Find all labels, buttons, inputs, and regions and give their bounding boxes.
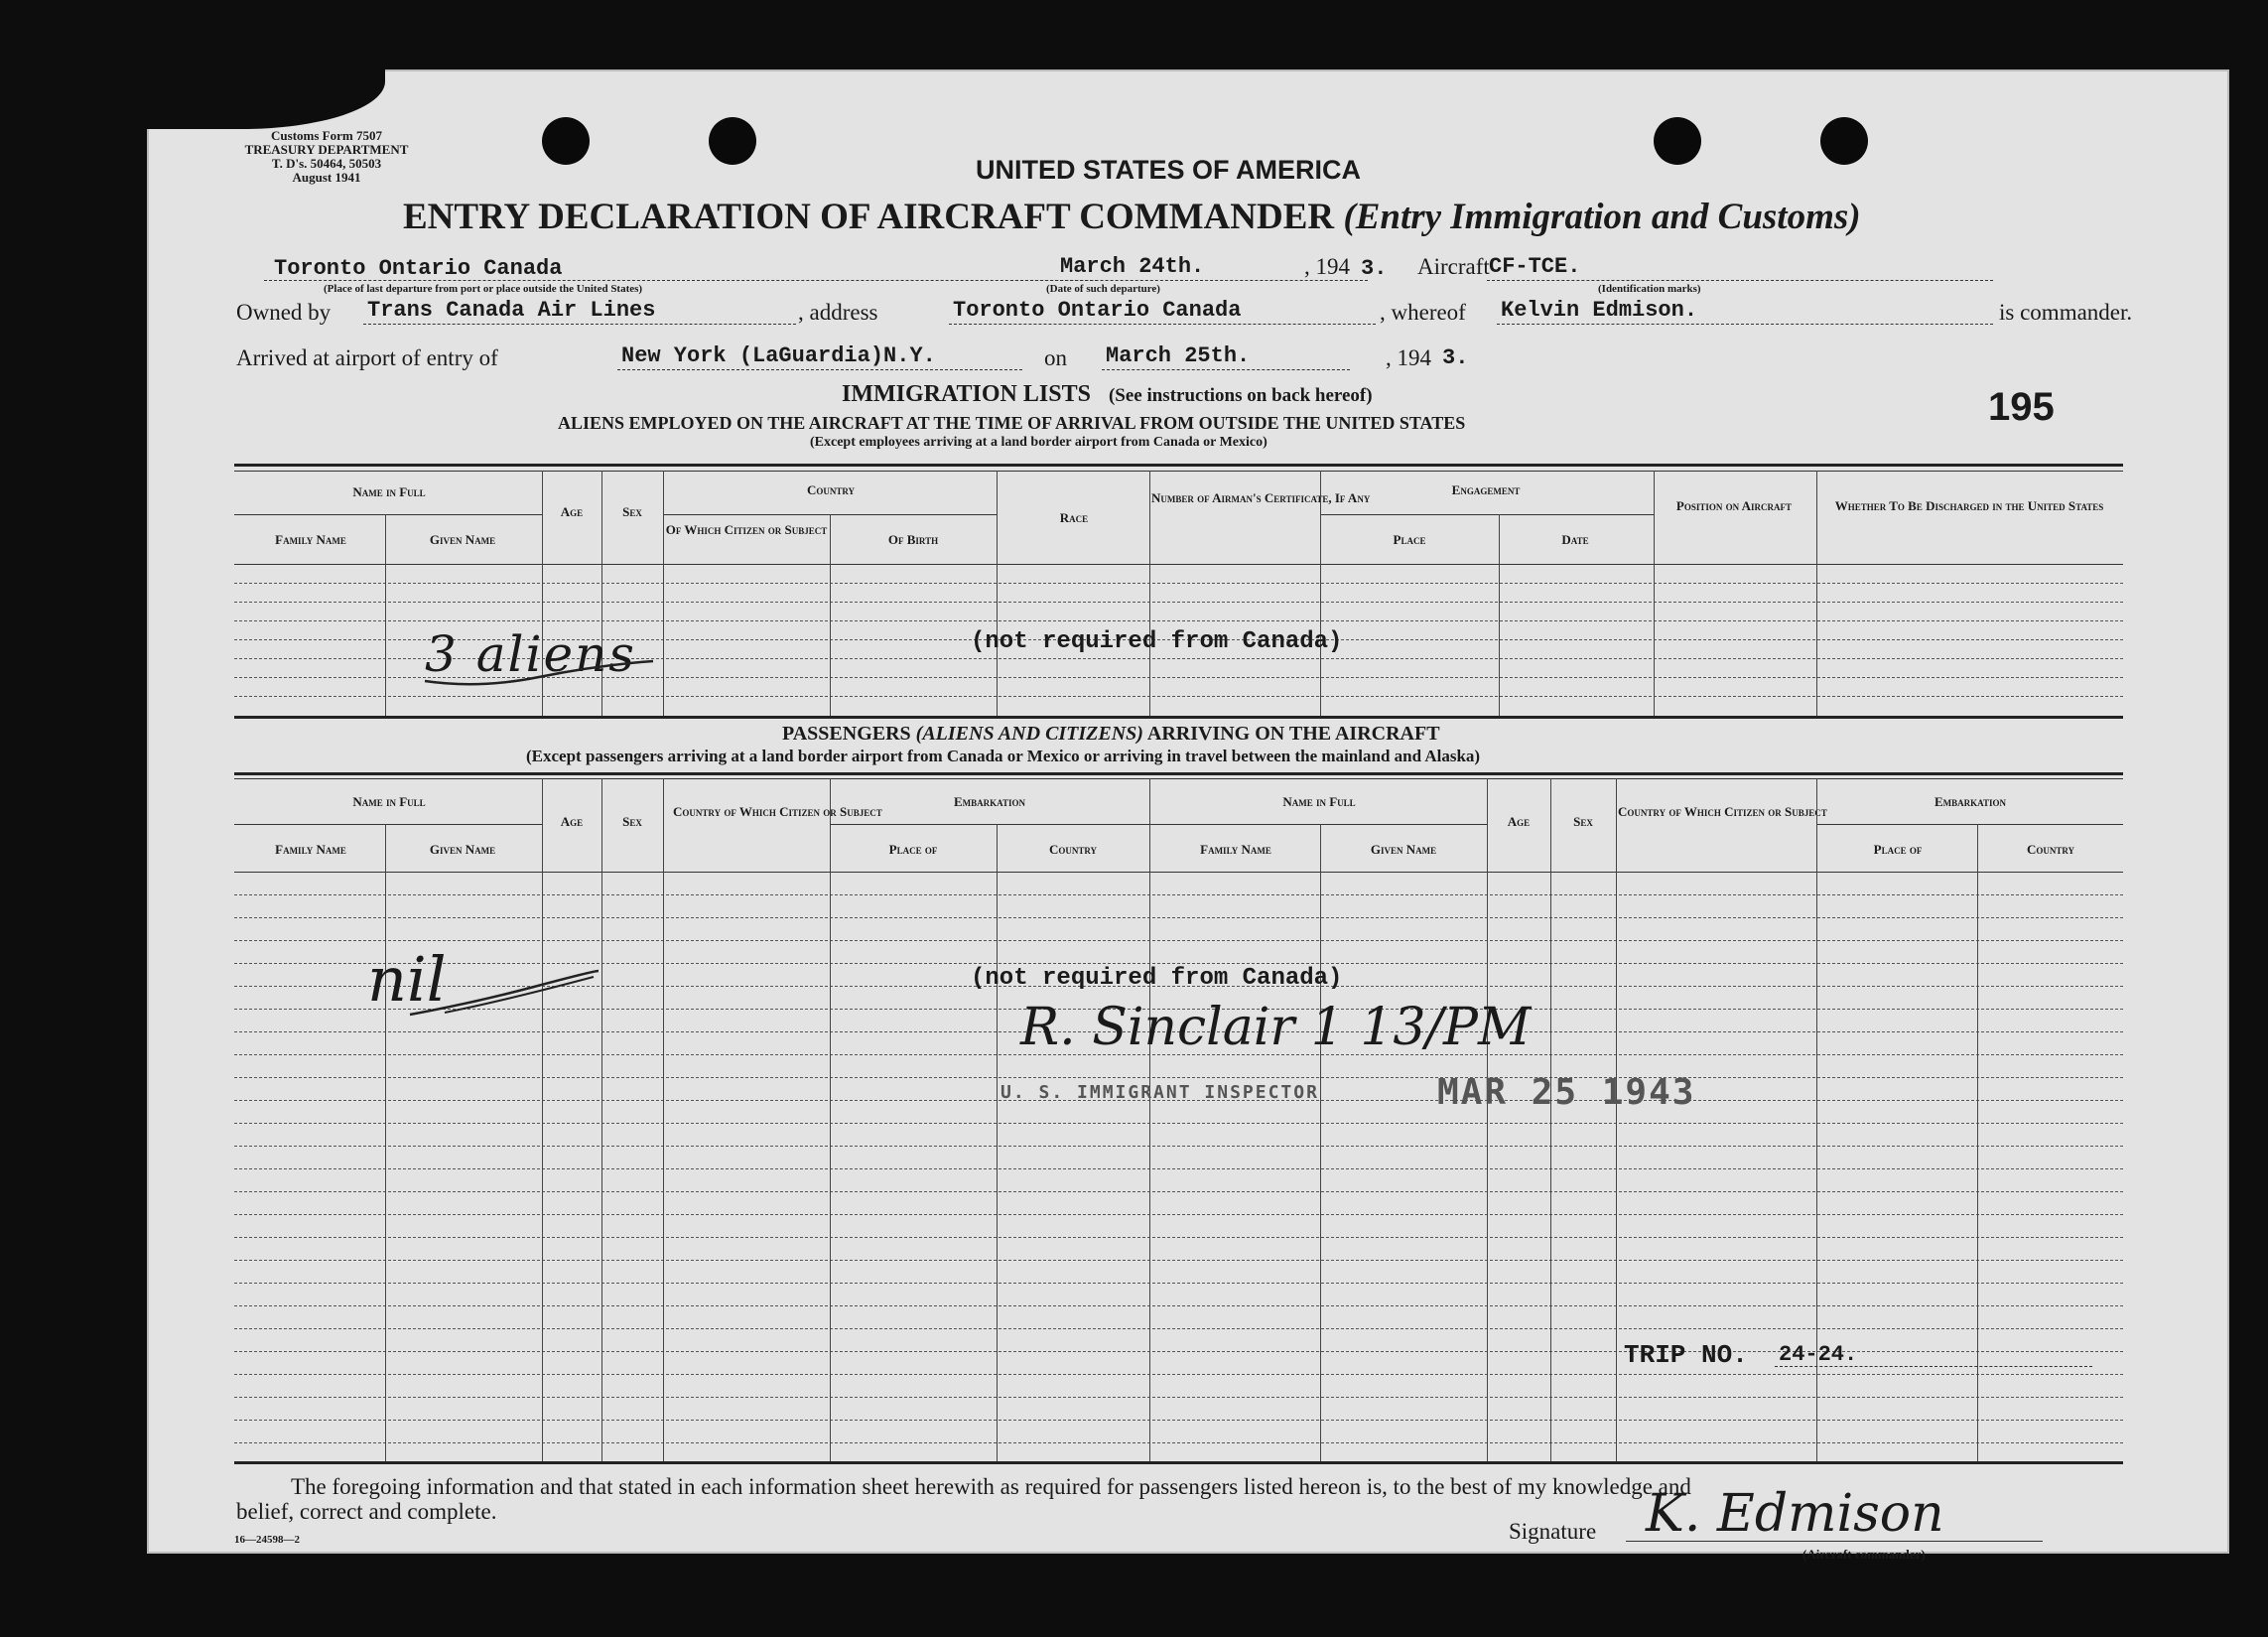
col-engagement-place: Place	[1393, 532, 1426, 547]
trip-label: TRIP NO.	[1624, 1340, 1748, 1370]
col-rule	[385, 824, 386, 1461]
col-rule	[1816, 471, 1817, 716]
col-rule	[1149, 471, 1150, 716]
col-rule	[663, 471, 664, 716]
col-rule	[830, 514, 831, 716]
arrival-label: Arrived at airport of entry of	[236, 345, 498, 370]
row-rule	[234, 1374, 2123, 1375]
col-rule	[1149, 778, 1150, 1461]
aircraft-marks: CF-TCE.	[1489, 254, 1581, 279]
punch-hole	[1654, 117, 1701, 165]
form-number: Customs Form 7507	[271, 128, 382, 143]
pcol-country: Country	[1048, 842, 1098, 857]
col-rule	[1487, 778, 1488, 1461]
row-rule	[234, 894, 2123, 895]
col-position: Position on Aircraft	[1675, 498, 1793, 513]
form-sheet	[147, 69, 2229, 1562]
row-rule	[234, 1123, 2123, 1124]
col-engagement: Engagement	[1451, 482, 1521, 497]
row-rule	[234, 1328, 2123, 1329]
row-rule	[234, 583, 2123, 584]
table-rule	[234, 514, 542, 515]
passengers-subnote: (Except passengers arriving at a land border airport from Canada or Mexico or arriving in travel between the mainland and Alaska)	[526, 747, 1481, 765]
departure-year-label: , 194	[1304, 254, 1350, 279]
statement-line-1: The foregoing information and that stated in each information sheet herewith as required for passengers listed hereon is, to the best of my knowledge and	[291, 1474, 1691, 1499]
form-department: TREASURY DEPARTMENT	[244, 142, 409, 157]
col-age: Age	[560, 504, 584, 519]
table-rule	[234, 872, 2123, 873]
row-rule	[234, 1442, 2123, 1443]
aliens-subheading: ALIENS EMPLOYED ON THE AIRCRAFT AT THE TIME OF ARRIVAL FROM OUTSIDE THE UNITED STATES	[558, 413, 1466, 433]
table-rule	[234, 464, 2123, 467]
whereof-label: , whereof	[1380, 300, 1466, 325]
form-info	[232, 129, 421, 185]
pcol-given-name: Given Name	[429, 842, 496, 857]
pcol-given-name-right: Given Name	[1370, 842, 1437, 857]
signature-caption: (Aircraft commander)	[1802, 1547, 1926, 1562]
trip-number: 24-24.	[1779, 1342, 1858, 1367]
rule	[1102, 369, 1350, 370]
rule	[1497, 324, 1993, 325]
departure-date: March 24th.	[1060, 254, 1205, 279]
title-main: ENTRY DECLARATION OF AIRCRAFT COMMANDER	[403, 197, 1335, 237]
torn-corner	[147, 69, 385, 129]
rule	[617, 369, 1022, 370]
col-airman-certificate: Number of Airman's Certificate, If Any	[1151, 490, 1371, 505]
row-rule	[234, 1397, 2123, 1398]
col-citizen: Of Which Citizen or Subject	[665, 522, 828, 537]
rule	[1775, 1366, 2092, 1367]
col-country: Country	[806, 482, 856, 497]
col-engagement-date: Date	[1561, 532, 1589, 547]
arrival-year: 3.	[1442, 345, 1469, 370]
title-italic: (Entry Immigration and Customs)	[1343, 197, 1861, 237]
page-number: 195	[1988, 385, 2055, 429]
arrival-date: March 25th.	[1106, 343, 1251, 368]
owner-value: Trans Canada Air Lines	[367, 298, 656, 323]
aliens-subnote: (Except employees arriving at a land border airport from Canada or Mexico)	[810, 435, 1267, 450]
form-title	[403, 196, 1861, 238]
pcol-age-right: Age	[1507, 814, 1531, 829]
table-rule	[234, 1461, 2123, 1464]
pcol-family-name-right: Family Name	[1200, 842, 1271, 857]
pcol-name-in-full: Name in Full	[352, 794, 426, 809]
handwritten-nil: nil	[367, 943, 447, 1016]
commander-name: Kelvin Edmison.	[1501, 298, 1698, 323]
pcol-embarkation: Embarkation	[953, 794, 1025, 809]
signature-label: Signature	[1509, 1519, 1597, 1544]
pcol-family-name: Family Name	[275, 842, 346, 857]
table-rule	[1320, 514, 1654, 515]
pcol-name-in-full-right: Name in Full	[1282, 794, 1356, 809]
table-rule	[830, 824, 1487, 825]
row-rule	[234, 1146, 2123, 1147]
owned-by-label: Owned by	[236, 300, 332, 325]
col-rule	[385, 514, 386, 716]
departure-date-caption: (Date of such departure)	[1046, 283, 1160, 295]
stamp-date: MAR 25 1943	[1437, 1072, 1696, 1113]
inspector-stamp: U. S. IMMIGRANT INSPECTOR	[1001, 1082, 1319, 1103]
passengers-not-required-note: (not required from Canada)	[971, 965, 1343, 992]
col-given-name: Given Name	[429, 532, 496, 547]
col-sex: Sex	[622, 504, 642, 519]
col-rule	[1320, 471, 1321, 716]
punch-hole	[1820, 117, 1868, 165]
table-rule	[234, 471, 2123, 472]
col-rule	[663, 778, 664, 1461]
pcol-citizen-right: Country of Which Citizen or Subject	[1618, 804, 1827, 819]
col-rule	[1499, 514, 1500, 716]
address-label: , address	[798, 300, 878, 325]
col-rule	[601, 778, 602, 1461]
passengers-title-rest: ARRIVING ON THE AIRCRAFT	[1146, 723, 1440, 745]
rule	[264, 280, 1098, 281]
row-rule	[234, 1168, 2123, 1169]
arrival-year-label: , 194	[1386, 345, 1431, 370]
doc-number: 16—24598—2	[234, 1534, 300, 1546]
punch-hole	[542, 117, 590, 165]
punch-hole	[709, 117, 756, 165]
aircraft-label: Aircraft	[1417, 254, 1490, 279]
pcol-age: Age	[560, 814, 584, 829]
col-rule	[1320, 824, 1321, 1461]
immigration-heading	[842, 381, 1373, 408]
row-rule	[234, 696, 2123, 697]
arrival-on-label: on	[1044, 345, 1067, 370]
row-rule	[234, 940, 2123, 941]
owner-address: Toronto Ontario Canada	[953, 298, 1242, 323]
statement-line-2: belief, correct and complete.	[236, 1499, 497, 1524]
row-rule	[234, 1260, 2123, 1261]
col-rule	[1654, 471, 1655, 716]
commander-signature: K. Edmison	[1646, 1484, 1944, 1544]
handwriting-flourish	[405, 963, 603, 1023]
col-family-name: Family Name	[275, 532, 346, 547]
col-rule	[542, 778, 543, 1461]
table-rule	[1816, 824, 2123, 825]
table-rule	[234, 772, 2123, 775]
country-heading: UNITED STATES OF AMERICA	[976, 155, 1361, 185]
row-rule	[234, 602, 2123, 603]
row-rule	[234, 1191, 2123, 1192]
passengers-title: PASSENGERS	[782, 723, 911, 745]
col-rule	[997, 471, 998, 716]
pcol-place-of: Place of	[888, 842, 938, 857]
col-birth: Of Birth	[887, 532, 939, 547]
rule	[949, 324, 1376, 325]
rule	[1487, 280, 1993, 281]
immigration-note: (See instructions on back hereof)	[1108, 385, 1373, 406]
pcol-citizen: Country of Which Citizen or Subject	[673, 804, 882, 819]
rule	[1010, 280, 1368, 281]
passengers-title-italic: (ALIENS AND CITIZENS)	[915, 723, 1143, 745]
table-rule	[234, 824, 542, 825]
col-rule	[1550, 778, 1551, 1461]
table-rule	[234, 778, 2123, 779]
col-discharged: Whether To Be Discharged in the United States	[1834, 498, 2104, 513]
aircraft-marks-caption: (Identification marks)	[1598, 283, 1701, 295]
pcol-place-of-right: Place of	[1873, 842, 1923, 857]
signature-rule	[1626, 1541, 2043, 1542]
commander-suffix: is commander.	[1999, 300, 2133, 325]
departure-place-caption: (Place of last departure from port or place outside the United States)	[324, 283, 643, 295]
row-rule	[234, 1283, 2123, 1284]
row-rule	[234, 620, 2123, 621]
row-rule	[234, 917, 2123, 918]
passengers-heading	[782, 723, 1440, 746]
departure-place: Toronto Ontario Canada	[274, 256, 563, 281]
col-rule	[997, 824, 998, 1461]
table-rule	[234, 564, 2123, 565]
col-rule	[830, 778, 831, 1461]
row-rule	[234, 1237, 2123, 1238]
aliens-not-required-note: (not required from Canada)	[971, 628, 1343, 655]
arrival-airport: New York (LaGuardia)N.Y.	[621, 343, 936, 368]
col-rule	[1616, 778, 1617, 1461]
pcol-sex: Sex	[622, 814, 642, 829]
row-rule	[234, 1305, 2123, 1306]
form-date: August 1941	[292, 170, 361, 185]
row-rule	[234, 1214, 2123, 1215]
handwritten-aliens-count: 3 aliens	[425, 625, 636, 683]
table-rule	[234, 716, 2123, 719]
pcol-country-right: Country	[2026, 842, 2075, 857]
departure-year: 3.	[1361, 256, 1388, 281]
col-name-in-full: Name in Full	[352, 484, 426, 499]
pcol-embarkation-right: Embarkation	[1934, 794, 2006, 809]
col-race: Race	[1059, 510, 1089, 525]
inspector-signature: R. Sinclair 1 13/PM	[1020, 998, 1532, 1057]
rule	[363, 324, 796, 325]
form-tds: T. D's. 50464, 50503	[271, 156, 382, 171]
row-rule	[234, 1077, 2123, 1078]
pcol-sex-right: Sex	[1573, 814, 1593, 829]
row-rule	[234, 1420, 2123, 1421]
handwriting-flourish	[420, 651, 658, 691]
immigration-title: IMMIGRATION LISTS	[842, 381, 1091, 407]
